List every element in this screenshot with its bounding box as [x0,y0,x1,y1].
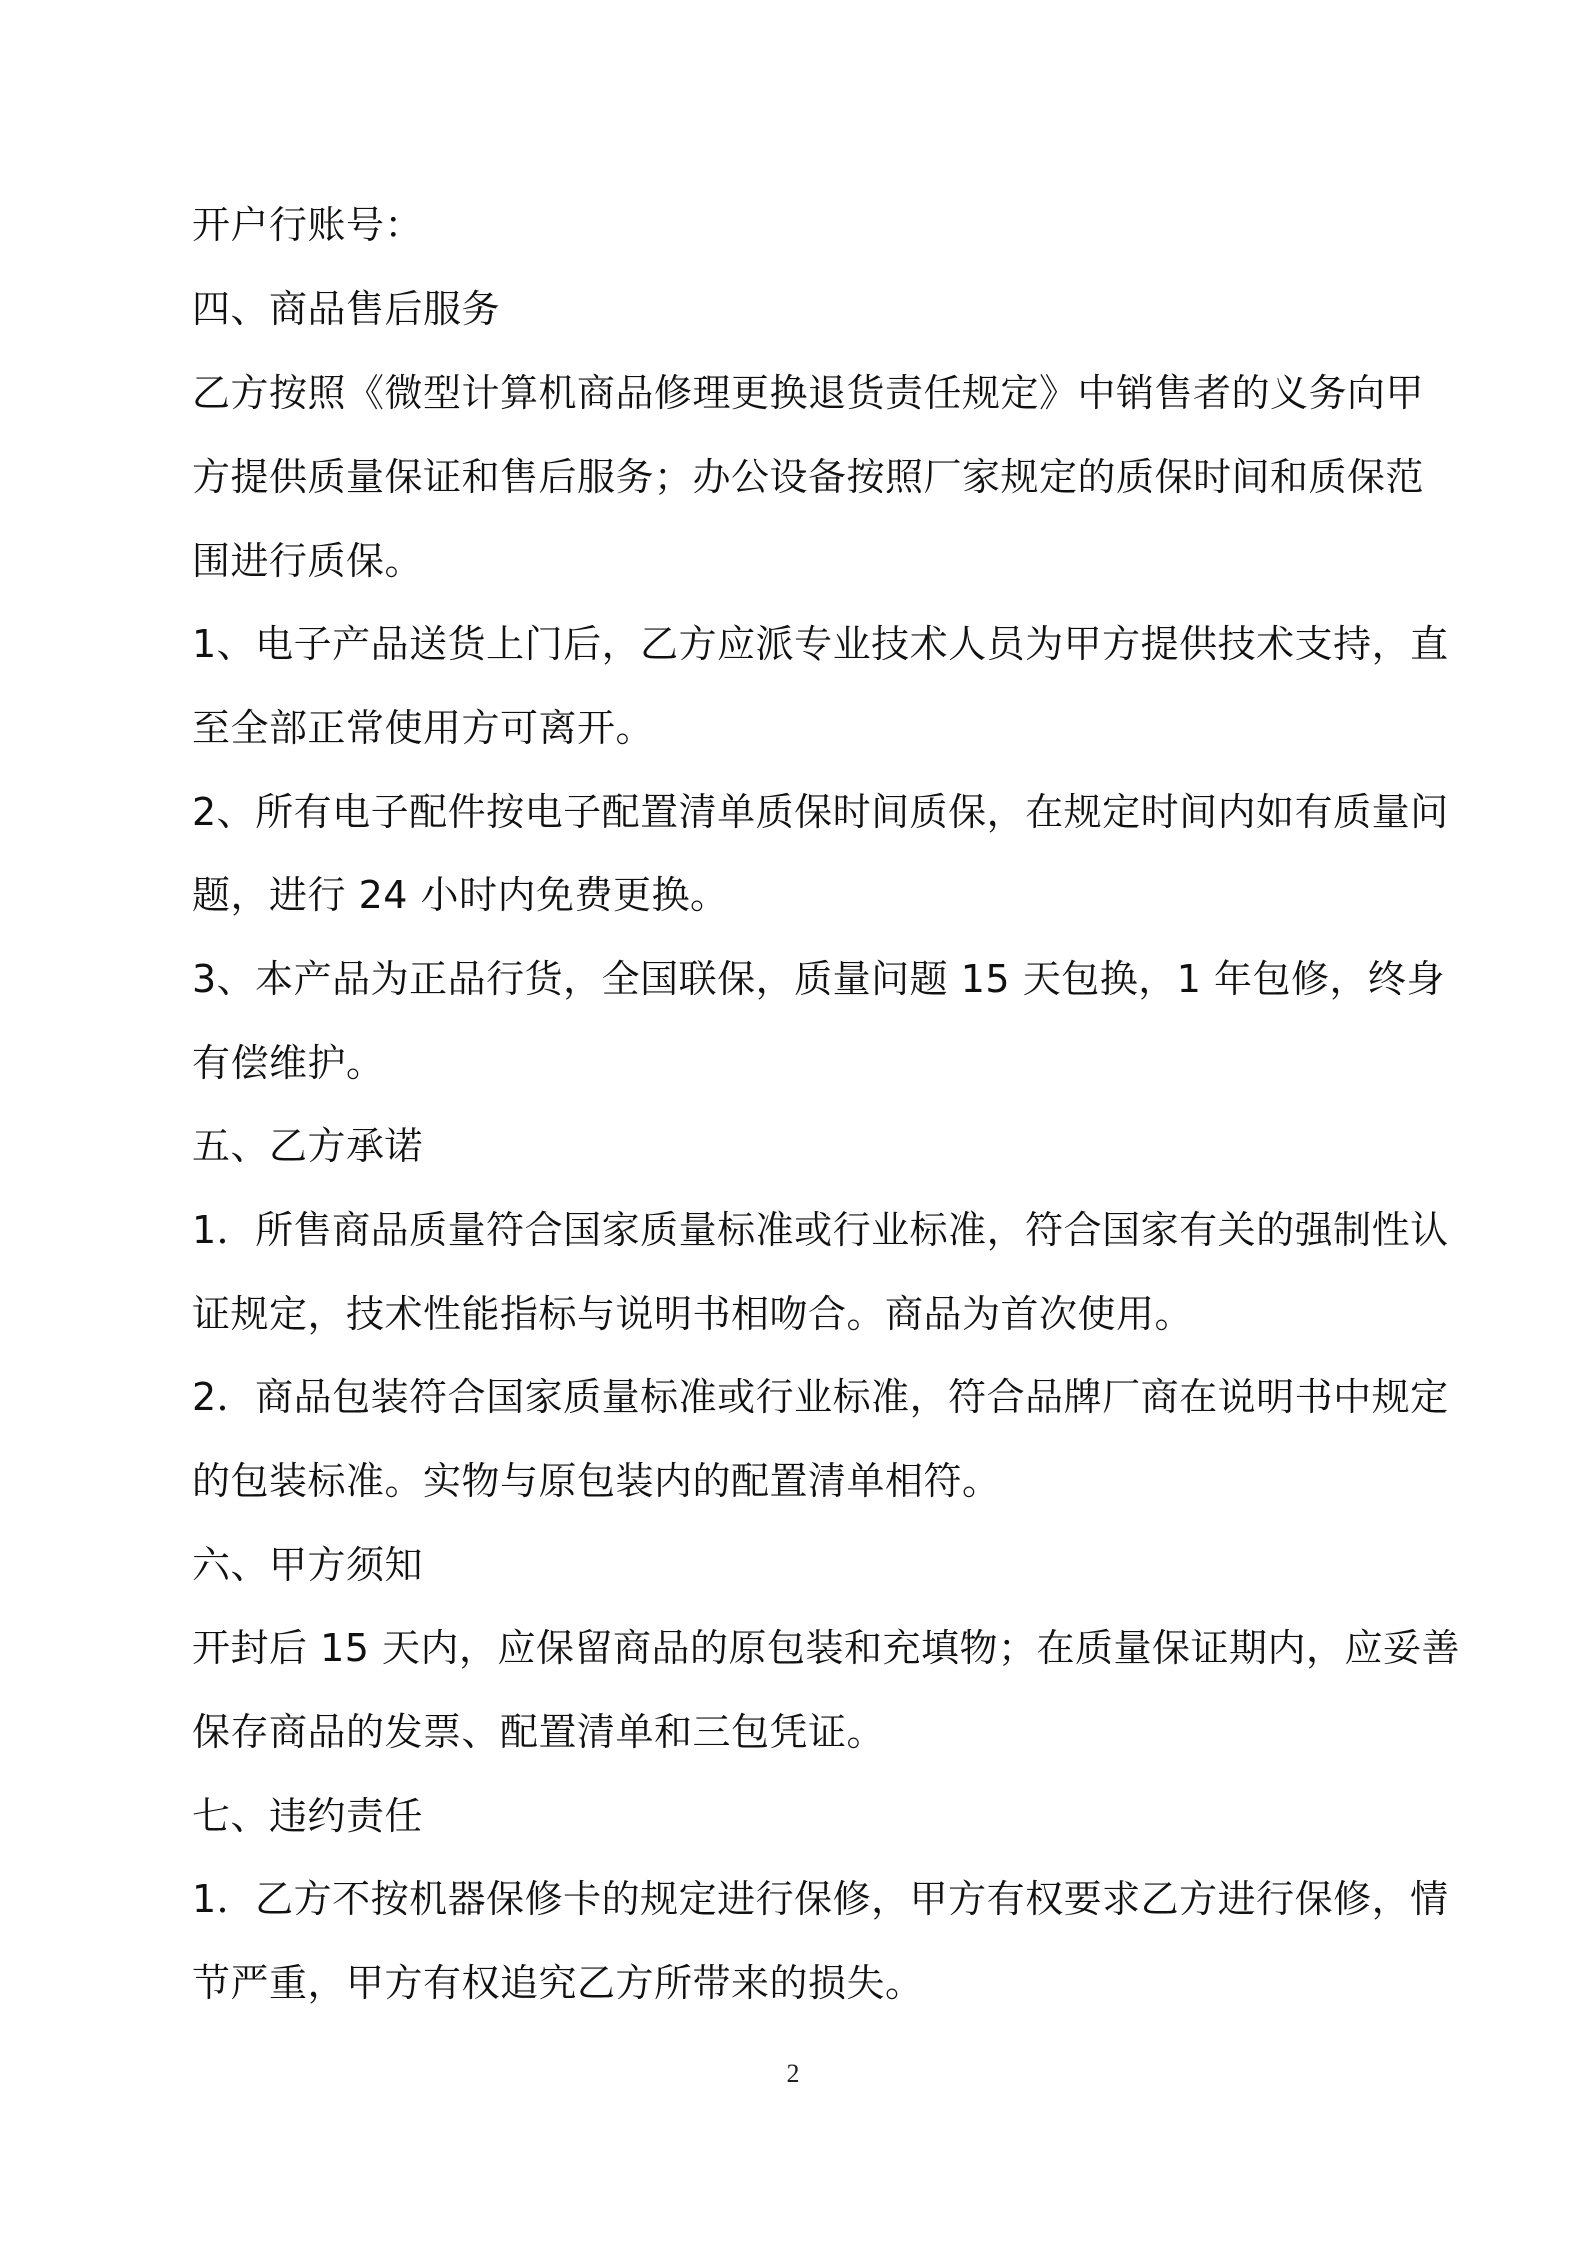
paragraph-line: 开封后 15 天内，应保留商品的原包装和充填物；在质量保证期内，应妥善 [192,1626,1461,1670]
paragraph-line: 2．商品包装符合国家质量标准或行业标准，符合品牌厂商在说明书中规定 [192,1375,1449,1419]
paragraph-line: 证规定，技术性能指标与说明书相吻合。商品为首次使用。 [192,1292,1194,1336]
paragraph-line: 至全部正常使用方可离开。 [192,706,655,750]
paragraph-line: 1、电子产品送货上门后，乙方应派专业技术人员为甲方提供技术支持，直 [192,622,1449,666]
section-heading-after-sales: 四、商品售后服务 [192,287,501,331]
paragraph-line: 方提供质量保证和售后服务；办公设备按照厂家规定的质保时间和质保范 [192,455,1425,499]
section-heading-party-a-notice: 六、甲方须知 [192,1543,424,1587]
section-heading-breach-liability: 七、违约责任 [192,1794,424,1838]
paragraph-line: 围进行质保。 [192,539,424,583]
paragraph-line: 3、本产品为正品行货，全国联保，质量问题 15 天包换，1 年包修，终身 [192,957,1445,1001]
paragraph-line: 乙方按照《微型计算机商品修理更换退货责任规定》中销售者的义务向甲 [192,371,1425,415]
paragraph-line: 有偿维护。 [192,1041,385,1085]
paragraph-line: 的包装标准。实物与原包装内的配置清单相符。 [192,1459,1001,1503]
page-number: 2 [786,2059,800,2088]
paragraph-line: 题，进行 24 小时内免费更换。 [192,873,729,917]
paragraph-line: 2、所有电子配件按电子配置清单质保时间质保，在规定时间内如有质量问 [192,790,1449,834]
paragraph-line: 节严重，甲方有权追究乙方所带来的损失。 [192,1961,924,2005]
bank-account-label: 开户行账号： [192,203,424,247]
section-heading-party-b-commitment: 五、乙方承诺 [192,1124,424,1168]
paragraph-line: 1．乙方不按机器保修卡的规定进行保修，甲方有权要求乙方进行保修，情 [192,1877,1449,1921]
paragraph-line: 1．所售商品质量符合国家质量标准或行业标准，符合国家有关的强制性认 [192,1208,1449,1252]
paragraph-line: 保存商品的发票、配置清单和三包凭证。 [192,1710,886,1754]
